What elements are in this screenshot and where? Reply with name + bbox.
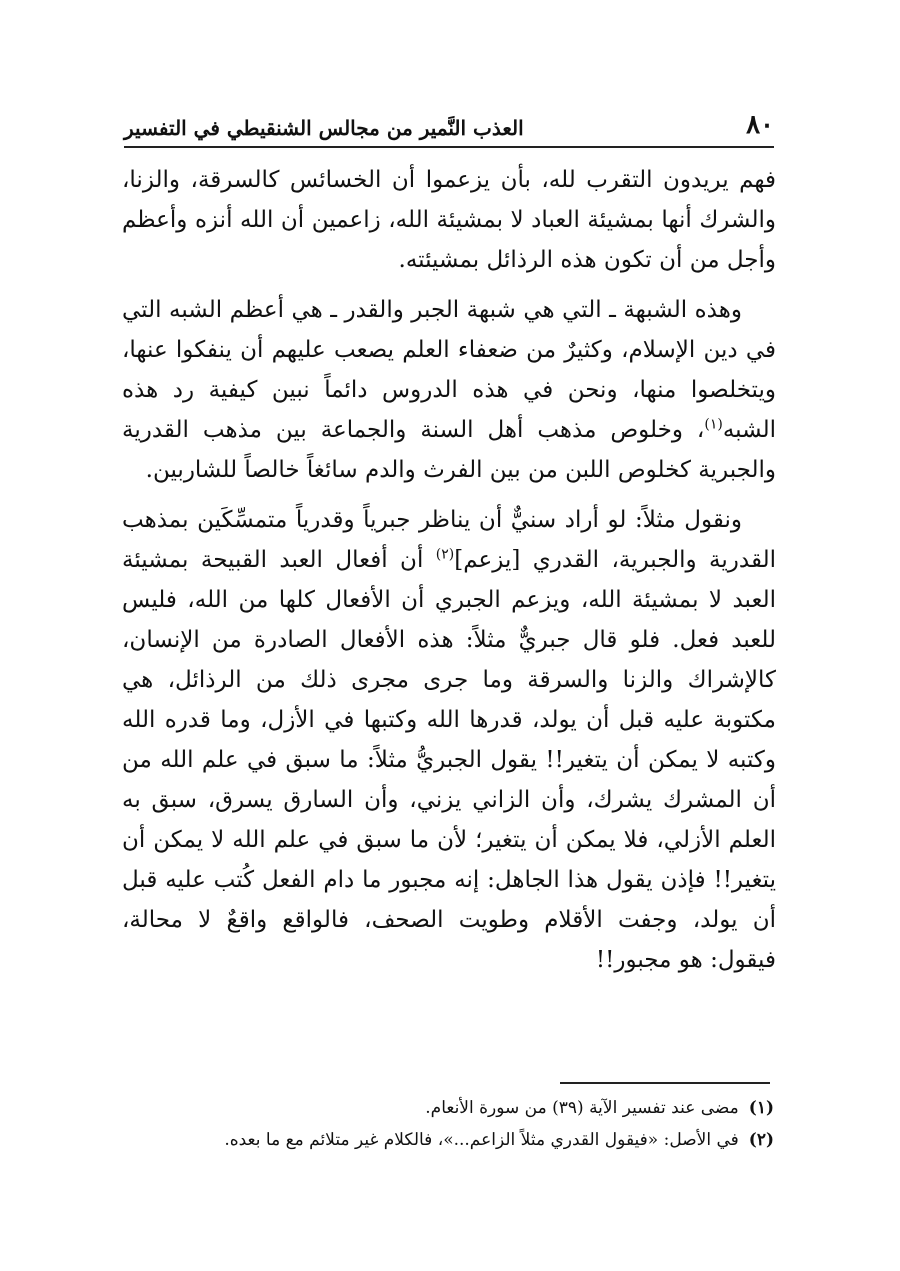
footnote-ref-2[interactable]: (٢) bbox=[435, 546, 455, 563]
paragraph-1-text: فهم يريدون التقرب لله، بأن يزعموا أن الخسائس كالسرقة، والزنا، والشرك أنها بمشيئة العباد لا بمشيئة الله، زاعمين أن الله أنزه وأعظم وأجل من أن تكون هذه الرذائل بمشيئته. bbox=[122, 167, 776, 273]
paragraph-2-text-a: وهذه الشبهة ـ التي هي شبهة الجبر والقدر ـ هي أعظم الشبه التي في دين الإسلام، وكثيرٌ من ضعفاء العلم يصعب عليهم أن ينفكوا عنها، ويتخلصوا منها، ونحن في هذه الدروس دائماً نبين كيفية رد هذه الشبه bbox=[122, 297, 776, 443]
page-number: ٨٠ bbox=[746, 110, 774, 140]
footnote-ref-1[interactable]: (١) bbox=[704, 416, 723, 433]
paragraph-2 bbox=[122, 290, 776, 490]
main-text bbox=[122, 160, 776, 990]
paragraph-3 bbox=[122, 500, 776, 980]
footnote-text: في الأصل: «فيقول القدري مثلاً الزاعم...»، فالكلام غير متلائم مع ما بعده. bbox=[224, 1130, 739, 1150]
footnote-text: مضى عند تفسير الآية (٣٩) من سورة الأنعام. bbox=[425, 1098, 739, 1118]
running-title: العذب النَّمير من مجالس الشنقيطي في التفسير bbox=[124, 116, 524, 140]
paragraph-2-text-b: ، وخلوص مذهب أهل السنة والجماعة بين مذهب القدرية والجبرية كخلوص اللبن من بين الفرث والدم سائغاً خالصاً للشاربين. bbox=[122, 417, 776, 483]
page-header bbox=[124, 104, 774, 140]
footnote-number: (١) bbox=[748, 1098, 774, 1118]
footnote-rule bbox=[560, 1082, 770, 1084]
paragraph-3-text-b: أن أفعال العبد القبيحة بمشيئة العبد لا بمشيئة الله، ويزعم الجبري أن الأفعال كلها من الله، فليس للعبد فعل. فلو قال جبريٌّ مثلاً: هذه الأفعال الصادرة من الإنسان، كالإشراك والزنا والسرقة وما جرى مجرى ذلك من الرذائل، هي مكتوبة عليه قبل أن يولد، قدرها الله وكتبها في الأزل، وما قدره الله وكتبه لا يمكن أن يتغير!! يقول الجبريُّ مثلاً: ما سبق في علم الله من أن المشرك يشرك، وأن الزاني يزني، وأن السارق يسرق، سبق به العلم الأزلي، فلا يمكن أن يتغير؛ لأن ما سبق في علم الله لا يمكن أن يتغير!! فإذن يقول هذا الجاهل: إنه مجبور ما دام الفعل كُتب عليه قبل أن يولد، وجفت الأقلام وطويت الصحف، فالواقع واقعٌ لا محالة، فيقول: هو مجبور!! bbox=[122, 547, 776, 973]
header-rule bbox=[124, 146, 774, 148]
footnotes bbox=[124, 1092, 774, 1156]
footnote-1 bbox=[124, 1092, 774, 1124]
paragraph-1 bbox=[122, 160, 776, 280]
footnote-2 bbox=[124, 1124, 774, 1156]
footnote-number: (٢) bbox=[748, 1130, 774, 1150]
paragraph-3-text-a: ونقول مثلاً: لو أراد سنيٌّ أن يناظر جبرياً وقدرياً متمسِّكَين بمذهب القدرية والجبرية، القدري [يزعم] bbox=[122, 507, 776, 573]
